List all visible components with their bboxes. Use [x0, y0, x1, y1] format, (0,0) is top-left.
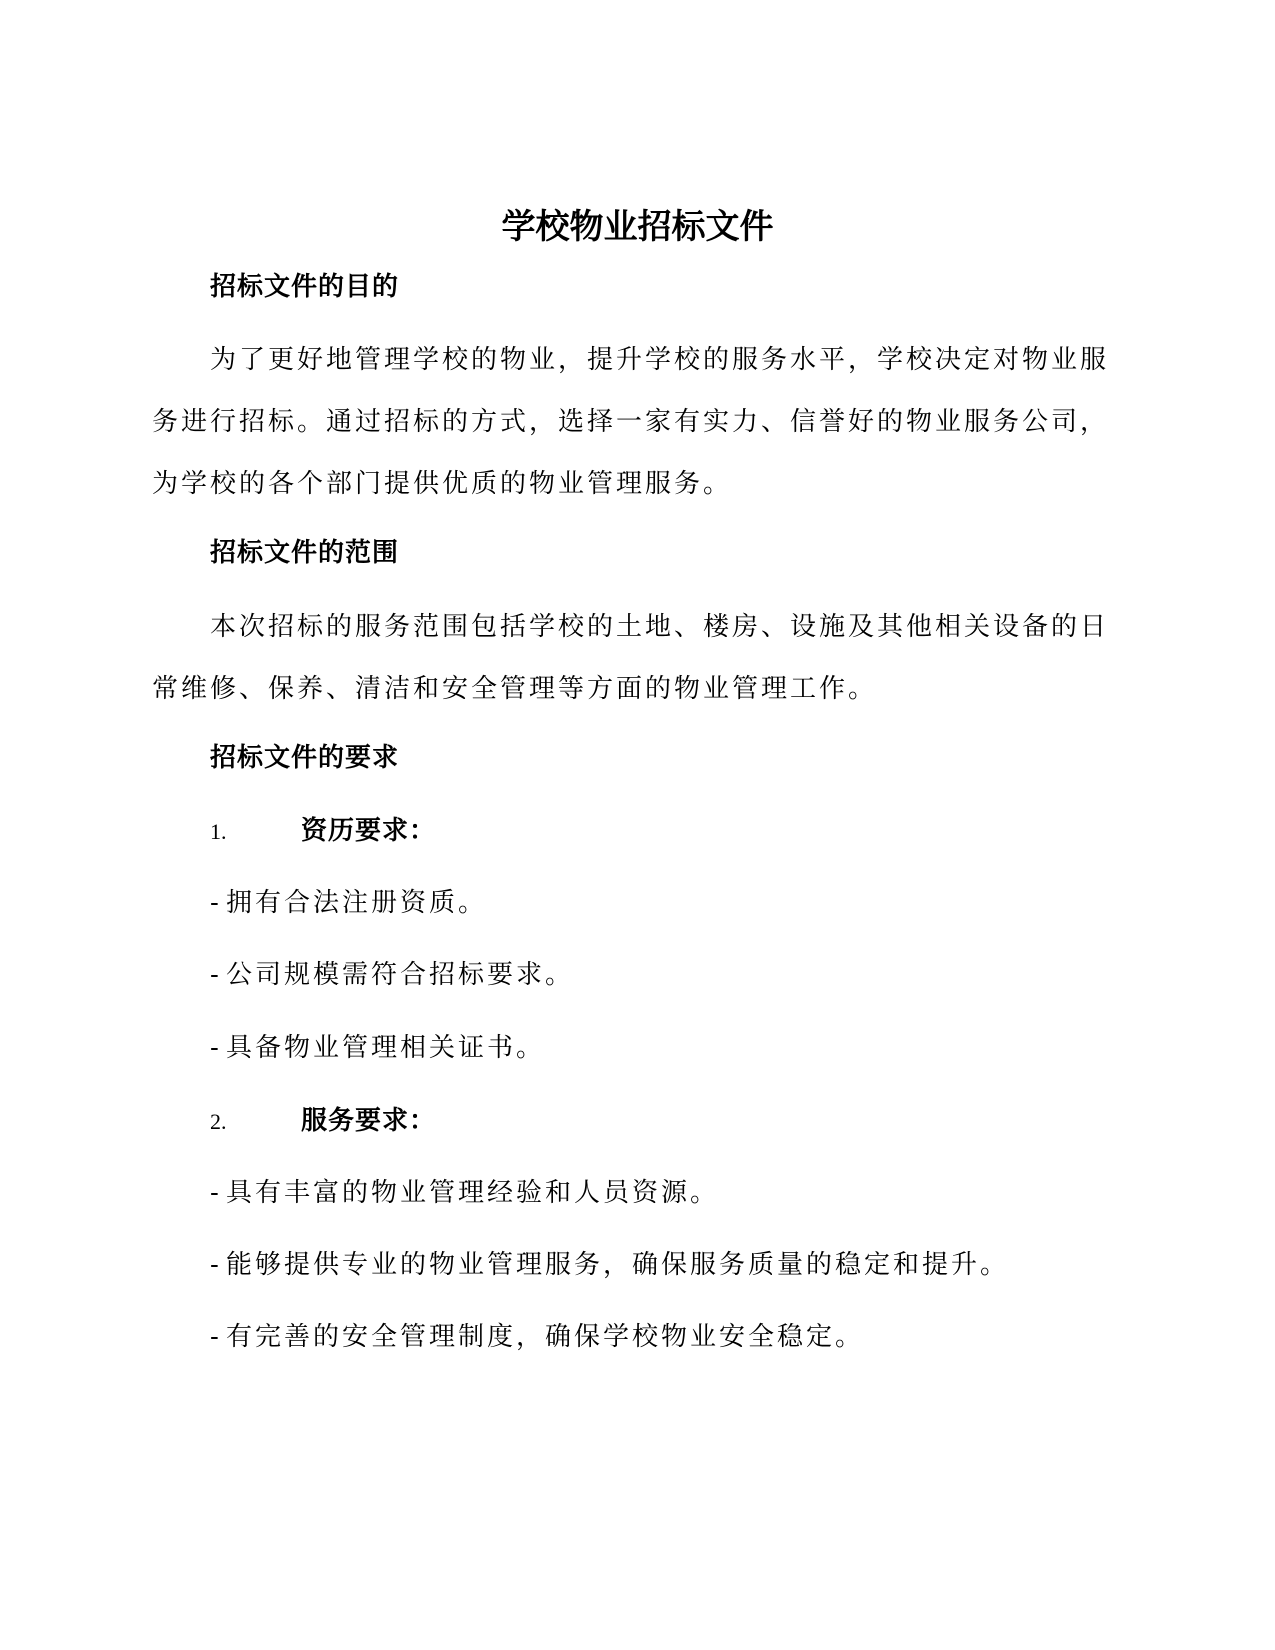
section-heading-scope: 招标文件的范围 — [210, 538, 400, 568]
bullet-marker: - — [210, 960, 219, 990]
bullet-text: 能够提供专业的物业管理服务，确保服务质量的稳定和提升。 — [226, 1250, 1010, 1280]
bullet-text: 具有丰富的物业管理经验和人员资源。 — [226, 1178, 720, 1208]
section-paragraph-purpose: 为了更好地管理学校的物业，提升学校的服务水平，学校决定对物业服务进行招标。通过招标的方式，选择一家有实力、信誉好的物业服务公司，为学校的各个部门提供优质的物业管理服务。 — [152, 345, 1110, 499]
section-paragraph-scope: 本次招标的服务范围包括学校的土地、楼房、设施及其他相关设备的日常维修、保养、清洁和安全管理等方面的物业管理工作。 — [152, 612, 1110, 704]
list-number: 2. — [210, 1109, 227, 1134]
bullet-item — [210, 1031, 545, 1065]
list-number: 1. — [210, 819, 227, 844]
bullet-text: 有完善的安全管理制度，确保学校物业安全稳定。 — [226, 1322, 865, 1352]
bullet-item — [210, 886, 487, 920]
section-heading-purpose: 招标文件的目的 — [210, 272, 400, 302]
bullet-item — [210, 1320, 864, 1354]
list-label-qualification: 资历要求： — [301, 816, 437, 846]
bullet-item — [210, 958, 574, 992]
bullet-item — [210, 1176, 719, 1210]
bullet-text: 公司规模需符合招标要求。 — [226, 960, 575, 990]
section-heading-requirements: 招标文件的要求 — [210, 743, 400, 773]
bullet-marker: - — [210, 1178, 219, 1208]
bullet-text: 拥有合法注册资质。 — [226, 888, 488, 918]
bullet-marker: - — [210, 1033, 219, 1063]
list-label-service: 服务要求： — [301, 1106, 437, 1136]
bullet-marker: - — [210, 1250, 219, 1280]
bullet-marker: - — [210, 1322, 219, 1352]
bullet-marker: - — [210, 888, 219, 918]
bullet-item — [210, 1248, 1009, 1282]
document-title: 学校物业招标文件 — [501, 207, 774, 247]
bullet-text: 具备物业管理相关证书。 — [226, 1033, 546, 1063]
